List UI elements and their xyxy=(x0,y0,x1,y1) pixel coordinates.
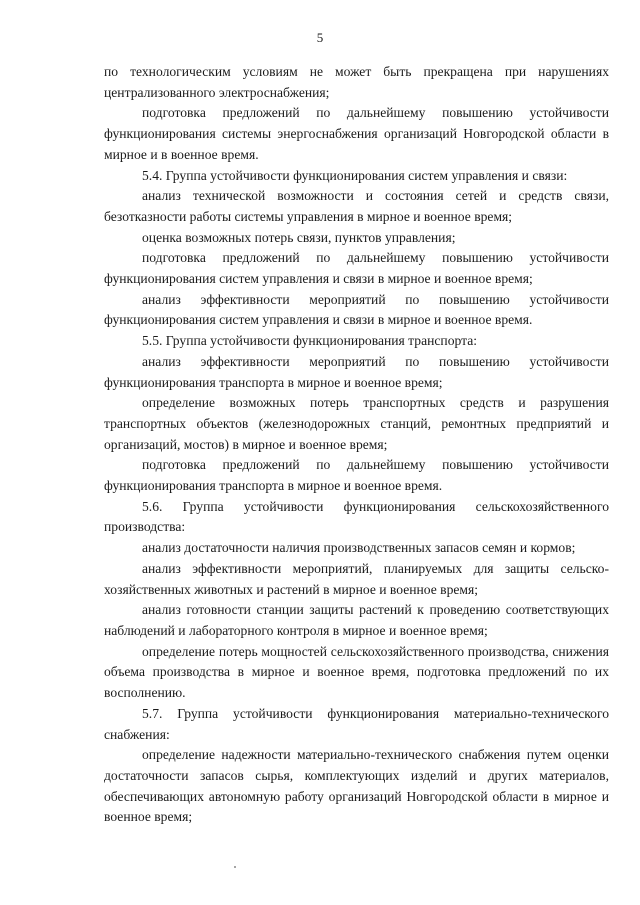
paragraph: подготовка предложений по дальнейшему повышению устойчивости функционирования транспорта в мирное и военное время. xyxy=(104,457,609,494)
paragraph: 5.6. Группа устойчивости функционирования сельскохозяйственного производства: xyxy=(104,498,609,535)
paragraph: анализ эффективности мероприятий по повышению устойчивости функционирования систем управления и связи в мирное и военное время. xyxy=(104,291,609,328)
paragraph: анализ эффективности мероприятий, планируемых для защиты сельско-хозяйственных животных и растений в мирное и военное время; xyxy=(104,560,609,597)
paragraph: 5.4. Группа устойчивости функционирования систем управления и связи: xyxy=(142,167,568,183)
paragraph: 5.7. Группа устойчивости функционирования материально-технического снабжения: xyxy=(104,705,609,742)
paragraph: оценка возможных потерь связи, пунктов управления; xyxy=(142,229,456,245)
paragraph: 5.5. Группа устойчивости функционирования транспорта: xyxy=(142,333,478,349)
paragraph: определение возможных потерь транспортных средств и разрушения транспортных объектов (железнодорожных станций, ремонтных предприятий и организаций, мостов) в мирное и военное время; xyxy=(104,395,609,452)
paragraph: подготовка предложений по дальнейшему повышению устойчивости функционирования систем управления и связи в мирное и военное время; xyxy=(104,250,609,287)
paragraph: анализ эффективности мероприятий по повышению устойчивости функционирования транспорта в мирное и военное время; xyxy=(104,353,609,390)
paragraph: анализ технической возможности и состояния сетей и средств связи, безотказности работы системы управления в мирное и военное время; xyxy=(104,188,609,224)
document-body xyxy=(104,62,609,828)
scan-speck xyxy=(234,866,236,868)
paragraph: определение потерь мощностей сельскохозяйственного производства, снижения объема производства в мирное и военное время, подготовка предложений по их восполнению. xyxy=(104,643,609,701)
paragraph: анализ достаточности наличия производственных запасов семян и кормов; xyxy=(142,540,576,556)
paragraph: анализ готовности станции защиты растений к проведению соответствующих наблюдений и лабораторного контроля в мирное и военное время; xyxy=(104,602,609,638)
paragraph: по технологическим условиям не может быть прекращена при нарушениях централизованного электроснабжения; xyxy=(104,64,609,100)
paragraph: определение надежности материально-технического снабжения путем оценки достаточности запасов сырья, комплектующих изделий и других материалов, обеспечивающих автономную работу организаций Новгородской области в мирное и военное время; xyxy=(104,747,609,825)
paragraph: подготовка предложений по дальнейшему повышению устойчивости функционирования системы энергоснабжения организаций Новгородской области в мирное и в военное время. xyxy=(104,105,609,162)
page-number: 5 xyxy=(316,30,324,45)
